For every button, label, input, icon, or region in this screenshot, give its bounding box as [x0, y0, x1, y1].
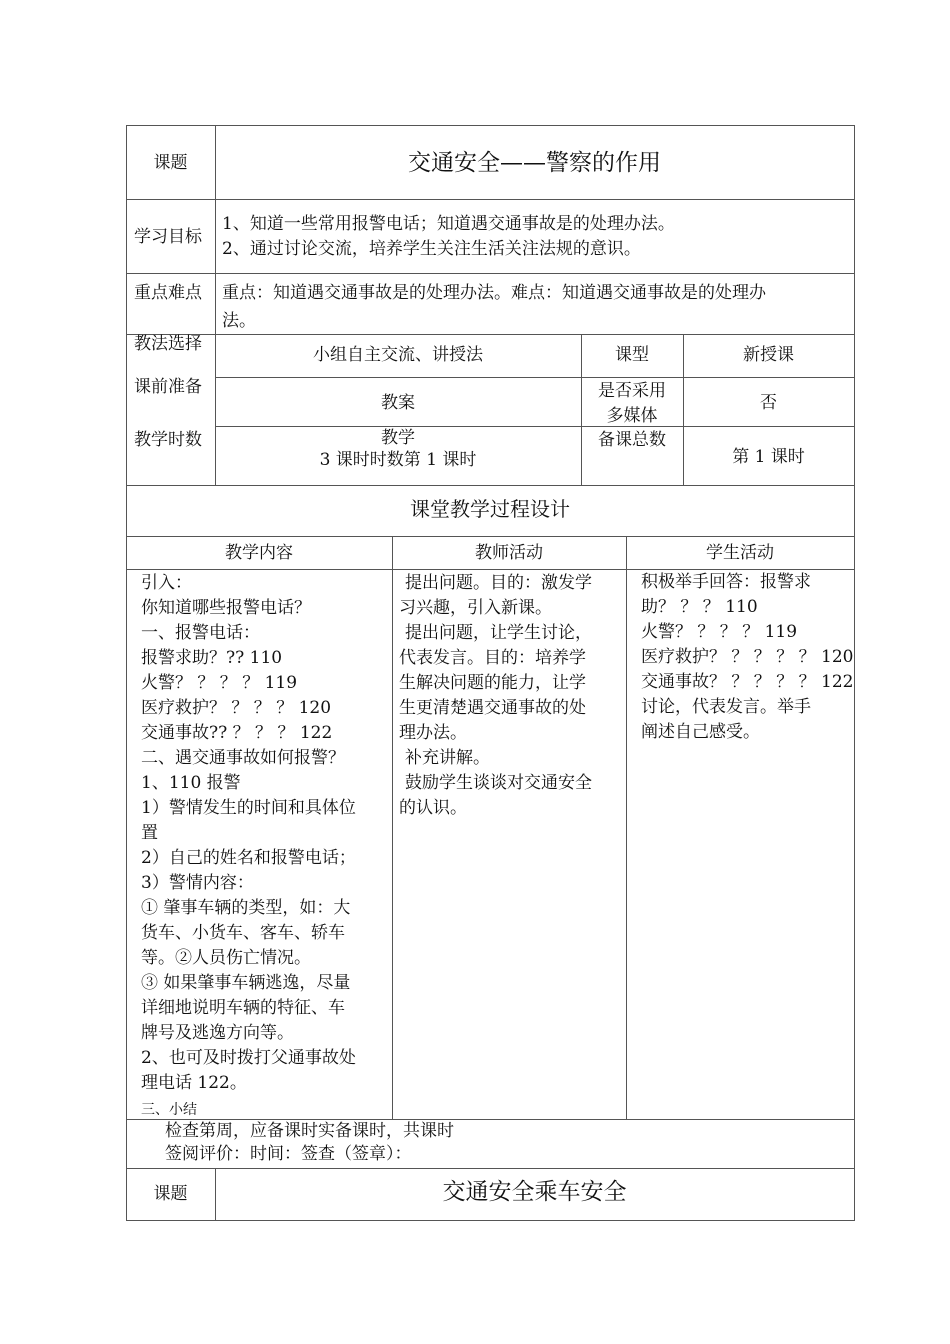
multimedia-label-line: 多媒体: [606, 406, 658, 426]
teacher-line: 习兴趣，引入新课。: [399, 598, 552, 618]
content-line: 牌号及逃逸方向等。: [141, 1023, 294, 1043]
teacher-line: 生解决问题的能力，让学: [399, 673, 586, 693]
content-line: 货车、小货车、客车、轿车: [141, 923, 345, 943]
teacher-line: 补充讲解。: [405, 748, 490, 768]
keypoints-label: 重点难点: [134, 283, 202, 303]
content-line: 理电话 122。: [141, 1073, 247, 1093]
goals-label: 学习目标: [134, 227, 202, 247]
rule: [126, 273, 855, 274]
content-column: [141, 571, 356, 1096]
rule: [126, 1168, 855, 1169]
content-line: 置: [141, 823, 158, 843]
content-line: 火警？ ？ ？ ？ 119: [141, 673, 298, 693]
goal-line: 1、知道一些常用报警电话；知道遇交通事故是的处理办法。: [222, 214, 675, 234]
rule: [126, 536, 855, 537]
content-line: 报警求助？?? 110: [141, 648, 283, 668]
content-line: 等。②人员伤亡情况。: [141, 948, 311, 968]
teacher-line: 的认识。: [399, 798, 467, 818]
rule: [854, 125, 855, 1221]
teacher-line: 鼓励学生谈谈对交通安全: [405, 773, 592, 793]
check-section: [165, 1120, 454, 1166]
content-line: 详细地说明车辆的特征、车: [141, 998, 345, 1018]
rule: [126, 485, 855, 486]
total-label: 备课总数: [598, 430, 666, 450]
hours-label: 教学时数: [134, 430, 202, 450]
rule: [392, 536, 393, 1120]
rule: [215, 377, 855, 378]
type-value: 新授课: [743, 345, 794, 365]
rule: [126, 125, 855, 126]
rule: [126, 125, 127, 1221]
keypoints-text: [222, 279, 766, 335]
prep-value: 教案: [381, 393, 415, 413]
content-line: 1）警情发生的时间和具体位: [141, 798, 356, 818]
rule: [626, 536, 627, 1120]
teacher-line: 提出问题。目的：激发学: [405, 573, 592, 593]
student-line: 交通事故？ ？ ？ ？ ？ 122: [641, 672, 854, 692]
hours-value-line: 3 课时时数第 1 课时: [319, 450, 477, 470]
content-line: 2）自己的姓名和报警电话；: [141, 848, 356, 868]
content-line: 一、报警电话：: [141, 623, 260, 643]
col-header-content: 教学内容: [225, 543, 293, 563]
content-line: ① 肇事车辆的类型，如：大: [141, 898, 351, 918]
multimedia-label-line: 是否采用: [598, 381, 666, 401]
topic-label-2: 课题: [153, 1184, 188, 1204]
teacher-column: [399, 571, 592, 821]
topic-label: 课题: [153, 153, 188, 173]
col-header-teacher: 教师活动: [475, 543, 543, 563]
type-label: 课型: [615, 345, 649, 365]
method-value: 小组自主交流、讲授法: [313, 345, 483, 365]
student-line: 火警？ ？ ？ ？ 119: [641, 622, 798, 642]
multimedia-label: [581, 379, 683, 429]
content-line: 医疗救护？ ？ ？ ？ 120: [141, 698, 332, 718]
goals-text: [222, 212, 675, 262]
student-line: 医疗救护？ ？ ？ ？ ？ 120: [641, 647, 854, 667]
goal-line: 2、通过讨论交流，培养学生关注生活关注法规的意识。: [222, 239, 641, 259]
content-line: 1、110 报警: [141, 773, 241, 793]
teacher-line: 提出问题，让学生讨论，: [405, 623, 592, 643]
method-label: 教法选择: [134, 334, 202, 354]
student-line: 讨论，代表发言。举手: [641, 697, 811, 717]
content-line: 你知道哪些报警电话？: [141, 598, 311, 618]
prep-label: 课前准备: [134, 377, 202, 397]
content-line: 3）警情内容：: [141, 873, 254, 893]
student-column: [641, 570, 853, 745]
rule: [126, 1220, 855, 1221]
total-value: 第 1 课时: [732, 447, 805, 467]
content-line: 交通事故?? ？ ？ ？ 122: [141, 723, 333, 743]
check-line: 签阅评价：时间：签查（签章）：: [165, 1144, 412, 1164]
check-line: 检查第周，应备课时实备课时，共课时: [165, 1121, 454, 1141]
keypoint-line: 法。: [222, 311, 256, 331]
multimedia-value: 否: [760, 393, 777, 413]
rule: [126, 199, 855, 200]
lesson-topic-2: 交通安全乘车安全: [442, 1179, 627, 1205]
content-line: ③ 如果肇事车辆逃逸，尽量: [141, 973, 351, 993]
hours-value: [215, 427, 581, 471]
keypoint-line: 重点：知道遇交通事故是的处理办法。难点：知道遇交通事故是的处理办: [222, 283, 766, 303]
process-title: 课堂教学过程设计: [410, 497, 570, 521]
lesson-topic: 交通安全——警察的作用: [408, 150, 661, 176]
teacher-line: 理办法。: [399, 723, 467, 743]
student-line: 积极举手回答：报警求: [641, 572, 811, 592]
hours-value-line: 教学: [381, 428, 415, 448]
student-line: 助？ ？ ？ 110: [641, 597, 758, 617]
teacher-line: 代表发言。目的：培养学: [399, 648, 586, 668]
content-tail: 三、小结: [141, 1102, 197, 1118]
content-line: 引入：: [141, 573, 192, 593]
col-header-student: 学生活动: [706, 543, 774, 563]
student-line: 阐述自己感受。: [641, 722, 760, 742]
content-line: 2、也可及时拨打父通事故处: [141, 1048, 356, 1068]
content-line: 二、遇交通事故如何报警？: [141, 748, 345, 768]
teacher-line: 生更清楚遇交通事故的处: [399, 698, 586, 718]
